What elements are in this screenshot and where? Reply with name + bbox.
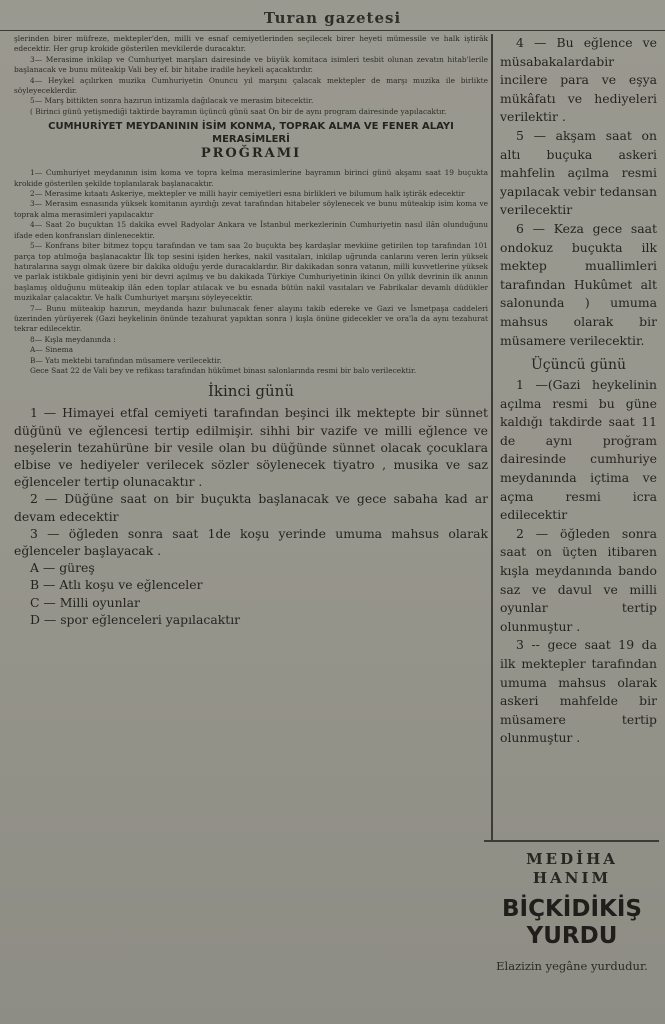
left-column xyxy=(14,34,488,1012)
advert-name: MEDİHA HANIM xyxy=(526,850,618,887)
right-paragraph: 1 —(Gazi heykelinin açılma resmi bu güne kaldığı takdirde saat 11 de aynı proğram dairesinde cumhuriye meydanında içtima ve açma resmi icra edilecektir xyxy=(500,377,657,523)
day2-heading: İkinci günü xyxy=(207,382,295,401)
program-item: 8— Kışla meydanında : xyxy=(30,334,116,344)
program-item: Gece Saat 22 de Vali bey ve refikası tarafından hükûmet binası salonlarında resmi bir balo verilecektir. xyxy=(30,365,417,375)
program-item: 7— Bunu müteakip hazırun, meydanda hazır bulunacak fener alayını takib edereke ve Gazi ve İsmetpaşa caddeleri üzerinden yürüyerek (Gazi heykelinin önünde tezahurat yapıktan sonra ) kışla önüne gidecekler ve ora'la da aynı tezahurat tekrar edilecektir. xyxy=(14,303,488,334)
program-item: A— Sinema xyxy=(30,345,74,355)
program-item: B— Yatı mektebi tarafından müsamere verilecektir. xyxy=(30,355,222,365)
day2-item: 1 — Himayei etfal cemiyeti tarafından beşinci ilk mektepte bir sünnet düğünü ve eğlencesi tertip edilmişir. sihhi bir vazife ve milli eğlence ve neşelerin tezahürüne bir vesile olan bu düğünde sünnet olacak çocuklara elbise ve hediyeler verilecek sözler söylenecek tiyatro , musika ve saz eğlenceler tertip olunacaktır . xyxy=(14,405,488,490)
column-divider xyxy=(491,34,493,840)
program-item: 4— Saat 2o buçuktan 15 dakika evvel Radyolar Ankara ve İstanbul merkezlerinin Cumhuriyetin nasıl ilân olunduğunu ifade eden konfransları dinlenecektir. xyxy=(14,220,488,240)
program-heading: PROĞRAMI xyxy=(200,146,302,162)
intro-paragraph: 4— Heykel açılırken muzika Cumhuriyetin Onuncu yıl marşını çalacak mektepler de marşı muzika ile birlikte söyleyeceklerdir. xyxy=(14,75,488,96)
right-paragraph: 5 — akşam saat on altı buçuka askeri mahfelin açılma resmi yapılacak vebir tedansan verilecektir xyxy=(500,127,657,218)
advert-footer: Elazizin yegâne yurdudur. xyxy=(496,959,648,973)
intro-paragraph: ( Birinci günü yetişmediği taktirde bayramın üçüncü günü saat On bir de aynı program dairesinde yapılacaktır. xyxy=(30,106,447,116)
day2-item: C — Milli oyunlar xyxy=(30,594,140,610)
program-item: 5— Konfrans biter bitmez topçu tarafından ve tam saa 2o buçukta beş kardaşlar mevkiine getirilen top tarafından 101 parça top atılmoğa başlanacaktır İlk top sesini işiden herkes, nakil vasıtaları, inkilap uğrunda canlarını veren lerin yüksek hatıralarına saygı olmak üzere bir dakika olduğu yerde duracaklardır. Bir dakikadan sonra vatanın, milli kuvvetlerine yüksek ve parlak istikbale gidişinin yeni bir devri açılmış ve bu dakikada Türkiye Cumhuriyetinin ikinci On yıllık devrinin ilk anının başlamış olduğunu müteakip ilân eden toplar atılacak ve bu esnada bütün nakil vasıtaları ve Fabrikalar devamlı düdükler muzikalar çalacaktır. Ve halk Cumhuriyet marşını söyleyecektir. xyxy=(14,241,488,303)
right-paragraph: 2 — öğleden sonra saat on üçten itibaren kışla meydanında bando saz ve davul ve milli oyunlar tertip olunmuştur . xyxy=(500,525,657,634)
day2-item: 2 — Düğüne saat on bir buçukta başlanacak ve gece sabaha kad ar devam edecektir xyxy=(14,491,488,524)
intro-paragraph: 3— Merasime inkilap ve Cumhuriyet marşları dairesinde ve büyük komitaca isimleri tesbit olunan zevatın hitab'lerile başlanacak ve bunu müteakip Vali bey ef. bir hitabe iradile heykeli açacaktırdır. xyxy=(14,54,488,75)
day2-item: A — güreş xyxy=(30,560,95,576)
section-heading: CUMHURİYET MEYDANININ İSİM KONMA, TOPRAK ALMA VE FENER ALAYI MERASİMLERİ xyxy=(48,121,454,146)
newspaper-title: Turan gazetesi xyxy=(263,9,402,27)
day3-heading: Üçüncü günü xyxy=(531,357,626,374)
day2-item: B — Atlı koşu ve eğlenceler xyxy=(30,577,203,593)
program-item: 1— Cumhuriyet meydanının isim koma ve topra kelma merasimlerine bayramın birinci günü akşamı saat 19 buçukta krokide gösterilen şekilde toplanılarak başlanacaktır. xyxy=(14,168,488,188)
masthead xyxy=(0,0,665,31)
intro-paragraph: 5— Marş bittikten sonra hazırun intizamla dağılacak ve merasim bitecektir. xyxy=(30,96,314,106)
advertisement xyxy=(487,846,657,1016)
advert-divider xyxy=(484,840,659,842)
right-paragraph: 6 — Keza gece saat ondokuz buçukta ilk mektep muallimleri tarafından Hukûmet alt salonunda ) umuma mahsus olarak bir müsamere verilecektir. xyxy=(500,220,657,348)
day2-item: D — spor eğlenceleri yapılacaktır xyxy=(30,611,241,627)
intro-paragraph: şlerinden birer müfreze, mektepler'den, milli ve esnaf cemiyetlerinden seçilecek birer heyeti mümessile ve halk iştirâk edecektir. Her grup krokide gösterilen mevkilerde duracaktır. xyxy=(14,34,488,54)
program-item: 3— Merasim esnasında yüksek komitanın ayırdığı zevat tarafından hitabeler söylenecek ve bunu müteakip isim koma ve toprak alma merasimleri yapılacaktır xyxy=(14,199,488,219)
program-item: 2— Merasime kıtaatı Askeriye, mektepler ve milli hayir cemiyetleri esna birlikleri ve bilumum halk iştirâk edecektir xyxy=(30,189,465,199)
day2-item: 3 — öğleden sonra saat 1de koşu yerinde umuma mahsus olarak eğlenceler başlayacak . xyxy=(14,525,488,558)
right-paragraph: 4 — Bu eğlence ve müsabakalardabir incilere para ve eşya mükâfatı ve hediyeleri verilektir . xyxy=(500,35,657,125)
right-paragraph: 3 -- gece saat 19 da ilk mektepler tarafından umuma mahsus olarak askeri mahfelde bir müsamere tertip olunmuştur . xyxy=(500,637,657,746)
advert-title: BİÇKİDİKİŞ YURDU xyxy=(502,896,642,949)
